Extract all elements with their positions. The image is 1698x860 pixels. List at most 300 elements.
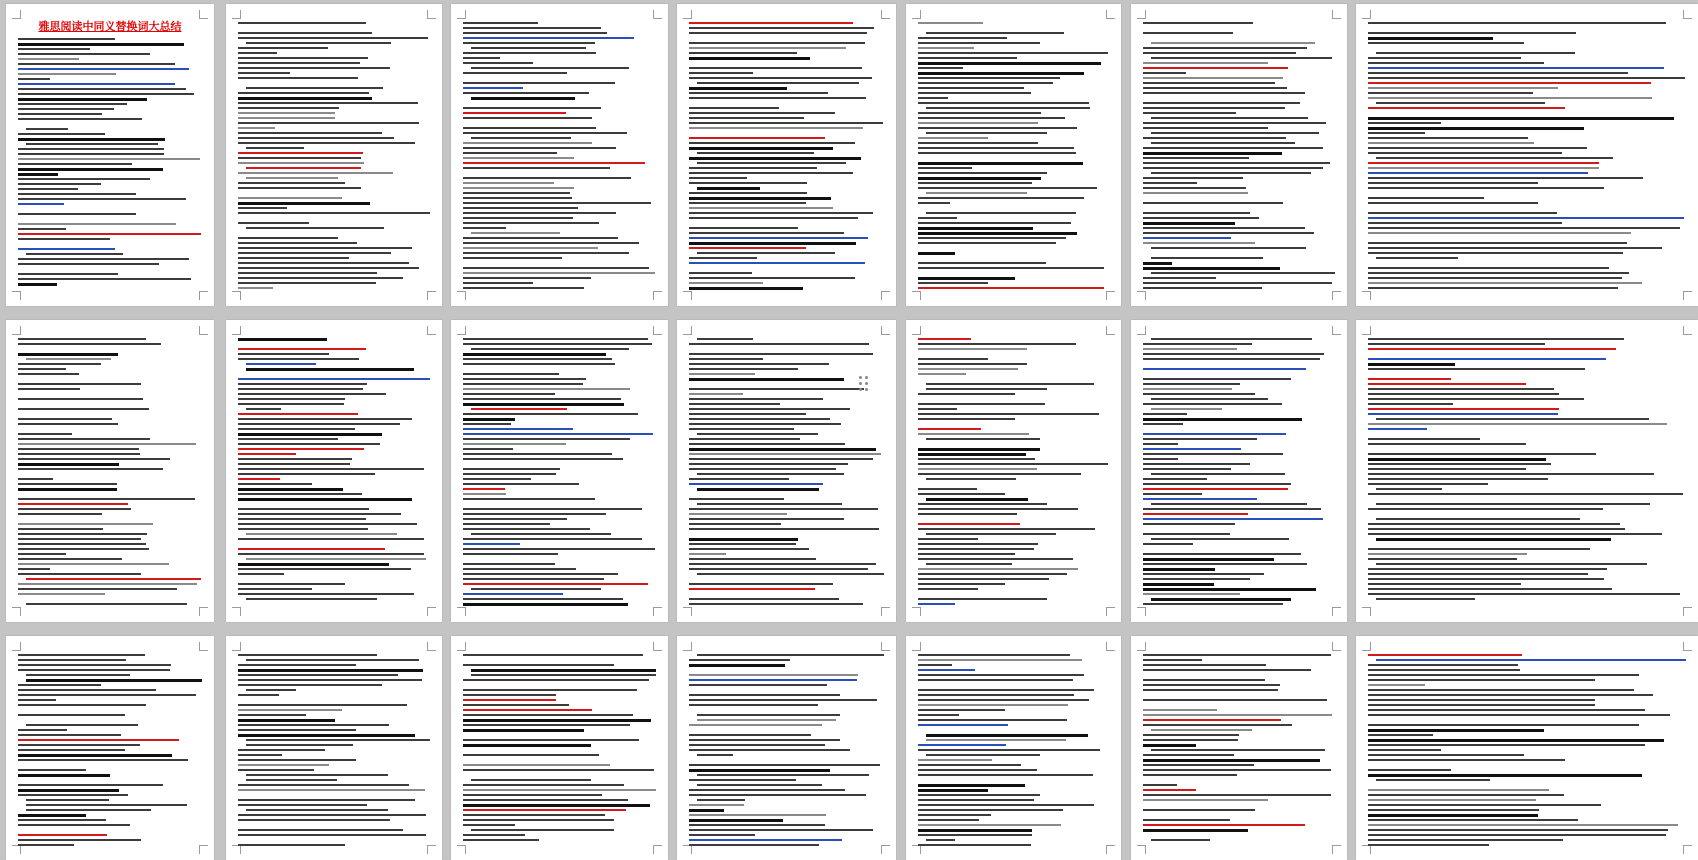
text-line	[1143, 137, 1286, 139]
text-line	[238, 157, 361, 159]
text-line	[463, 72, 567, 74]
crop-mark-icon	[653, 642, 662, 651]
crop-mark-icon	[427, 642, 436, 651]
text-line	[689, 468, 836, 470]
text-line	[918, 403, 1045, 405]
text-line	[1376, 488, 1442, 490]
page-thumbnail[interactable]	[1356, 4, 1698, 306]
text-line	[1368, 162, 1599, 164]
text-line	[463, 523, 550, 525]
text-line	[463, 177, 631, 179]
text-line	[1143, 242, 1255, 244]
text-line	[1368, 463, 1551, 465]
crop-mark-icon	[1683, 642, 1692, 651]
text-line	[918, 287, 1104, 289]
crop-mark-icon	[653, 10, 662, 19]
page-thumbnail[interactable]	[6, 320, 214, 622]
text-line	[689, 398, 823, 400]
text-line	[18, 784, 163, 786]
text-line	[697, 503, 842, 505]
text-line	[238, 754, 282, 756]
page-thumbnail[interactable]	[906, 636, 1121, 860]
text-line	[463, 197, 572, 199]
text-line	[689, 598, 839, 600]
text-line	[1368, 272, 1629, 274]
text-line	[238, 378, 430, 380]
text-line	[1368, 458, 1546, 461]
text-line	[918, 202, 950, 204]
text-line	[18, 138, 165, 141]
text-line	[471, 408, 567, 410]
text-line	[697, 152, 814, 154]
text-line	[689, 664, 785, 667]
text-line	[18, 774, 110, 777]
text-line	[463, 207, 578, 209]
text-line	[1368, 814, 1538, 817]
text-line	[918, 794, 1040, 796]
text-line	[689, 27, 874, 29]
text-line	[1143, 388, 1232, 390]
text-line	[18, 168, 163, 171]
text-line	[1143, 774, 1237, 776]
crop-mark-icon	[1137, 642, 1146, 651]
page-thumbnail[interactable]	[226, 4, 442, 306]
text-line	[463, 383, 583, 385]
text-line	[1376, 659, 1686, 661]
text-line	[918, 413, 1099, 415]
text-line	[238, 784, 409, 786]
text-line	[463, 423, 511, 425]
text-line	[18, 568, 50, 570]
text-line	[238, 132, 382, 134]
text-line	[463, 518, 567, 520]
text-line	[18, 213, 136, 215]
text-line	[238, 207, 287, 209]
text-line	[1368, 588, 1612, 590]
text-line	[463, 704, 569, 706]
crop-mark-icon	[912, 10, 921, 19]
text-line	[926, 478, 1016, 480]
page-thumbnail[interactable]	[1131, 320, 1347, 622]
text-line	[246, 408, 281, 410]
text-line	[1368, 664, 1518, 666]
text-line	[1368, 97, 1652, 99]
text-line	[918, 774, 1093, 776]
text-line	[1368, 553, 1527, 555]
text-line	[1368, 378, 1451, 380]
text-line	[238, 393, 386, 395]
text-line	[463, 237, 618, 239]
text-line	[238, 473, 375, 475]
text-line	[238, 834, 426, 836]
text-line	[238, 137, 394, 139]
text-line	[1143, 593, 1240, 595]
text-line	[689, 764, 880, 766]
page-thumbnail[interactable]	[906, 320, 1121, 622]
text-line	[238, 674, 398, 676]
text-line	[918, 227, 1033, 230]
text-line	[1143, 47, 1307, 49]
text-line	[689, 393, 743, 395]
text-line	[463, 809, 626, 811]
text-line	[238, 694, 279, 696]
text-line	[463, 719, 651, 722]
text-line	[18, 563, 169, 565]
text-line	[1151, 272, 1335, 274]
text-line	[697, 754, 733, 756]
text-line	[463, 192, 570, 194]
text-line	[463, 378, 586, 380]
crop-mark-icon	[1362, 845, 1371, 854]
text-line	[18, 43, 184, 46]
crop-mark-icon	[653, 291, 662, 300]
text-line	[246, 177, 338, 179]
text-line	[1143, 498, 1257, 500]
text-line	[463, 593, 563, 595]
text-line	[918, 97, 948, 99]
text-line	[918, 759, 992, 761]
crop-mark-icon	[1362, 607, 1371, 616]
text-line	[1368, 468, 1526, 470]
text-line	[1368, 453, 1596, 455]
text-line	[1376, 518, 1580, 520]
text-line	[238, 704, 407, 706]
text-line	[697, 573, 884, 575]
text-line	[238, 553, 424, 555]
text-line	[18, 704, 146, 706]
text-line	[689, 744, 825, 746]
text-line	[689, 679, 857, 681]
text-line	[463, 363, 615, 365]
text-line	[18, 528, 103, 530]
text-line	[1368, 799, 1536, 801]
text-line	[1143, 714, 1332, 716]
text-line	[1368, 834, 1666, 836]
text-line	[238, 478, 280, 480]
text-line	[1143, 659, 1202, 661]
page-thumbnail[interactable]	[1131, 4, 1347, 306]
text-line	[18, 193, 136, 195]
text-line	[1143, 107, 1285, 109]
text-line	[463, 513, 606, 515]
crop-mark-icon	[881, 291, 890, 300]
text-line	[463, 247, 598, 249]
text-line	[18, 543, 146, 545]
text-line	[471, 97, 575, 100]
text-line	[1143, 789, 1196, 791]
text-line	[1143, 122, 1326, 124]
text-line	[1368, 398, 1584, 400]
text-line	[918, 252, 955, 255]
text-line	[1143, 413, 1187, 415]
text-line	[463, 187, 574, 189]
text-line	[1368, 829, 1668, 831]
page-thumbnail[interactable]	[451, 320, 668, 622]
text-line	[1368, 32, 1576, 34]
text-line	[689, 242, 856, 245]
text-line	[918, 277, 1015, 280]
text-line	[1368, 438, 1480, 440]
page-thumbnail[interactable]	[1356, 320, 1698, 622]
text-line	[1143, 739, 1238, 741]
text-line	[238, 709, 342, 711]
page-thumbnail[interactable]	[1131, 636, 1347, 860]
text-line	[918, 473, 1081, 475]
text-line	[26, 578, 201, 580]
crop-mark-icon	[1137, 291, 1146, 300]
text-line	[1143, 237, 1231, 239]
text-line	[1376, 779, 1490, 781]
crop-mark-icon	[12, 326, 21, 335]
text-line	[463, 37, 634, 39]
drag-handle-icon[interactable]	[858, 374, 870, 392]
text-line	[238, 277, 403, 279]
text-line	[918, 814, 991, 816]
text-line	[238, 388, 363, 390]
text-line	[697, 162, 846, 164]
text-line	[246, 774, 388, 776]
text-line	[1368, 182, 1538, 184]
text-line	[1143, 518, 1323, 520]
text-line	[1143, 744, 1196, 747]
page-thumbnail[interactable]	[226, 636, 442, 860]
page-thumbnail[interactable]	[1356, 636, 1698, 860]
text-line	[18, 188, 78, 190]
text-line	[918, 22, 983, 24]
text-line	[1143, 563, 1307, 565]
crop-mark-icon	[199, 607, 208, 616]
text-line	[18, 223, 176, 225]
text-line	[238, 77, 358, 79]
text-line	[697, 719, 836, 721]
text-line	[18, 749, 125, 751]
text-line	[689, 443, 845, 445]
text-line	[918, 674, 1084, 676]
text-line	[1368, 172, 1588, 174]
text-line	[238, 182, 345, 184]
text-line	[463, 478, 531, 480]
text-line	[463, 202, 651, 204]
page-thumbnail[interactable]	[451, 636, 668, 860]
text-line	[918, 172, 1047, 174]
text-line	[1368, 478, 1548, 480]
text-line	[689, 182, 807, 184]
text-line	[689, 789, 845, 791]
text-line	[18, 744, 140, 746]
text-line	[18, 478, 53, 480]
crop-mark-icon	[683, 326, 692, 335]
text-line	[18, 433, 72, 435]
page-thumbnail[interactable]	[451, 4, 668, 306]
text-line	[697, 252, 835, 254]
text-line	[1368, 152, 1562, 154]
crop-mark-icon	[881, 845, 890, 854]
crop-mark-icon	[912, 291, 921, 300]
crop-mark-icon	[199, 326, 208, 335]
text-line	[1143, 202, 1283, 204]
crop-mark-icon	[881, 642, 890, 651]
text-line	[918, 267, 1104, 269]
text-line	[1376, 257, 1458, 259]
text-line	[918, 538, 978, 540]
text-line	[918, 187, 1097, 189]
text-line	[463, 448, 513, 450]
text-line	[238, 493, 362, 495]
text-line	[471, 779, 591, 781]
text-line	[689, 834, 755, 836]
text-line	[1376, 157, 1613, 159]
text-line	[18, 453, 140, 455]
text-line	[238, 714, 306, 716]
text-line	[463, 82, 615, 84]
text-line	[18, 263, 159, 265]
text-line	[1368, 242, 1627, 244]
text-line	[918, 152, 1076, 154]
crop-mark-icon	[1332, 607, 1341, 616]
text-line	[238, 22, 366, 24]
page-thumbnail[interactable]	[677, 320, 896, 622]
crop-mark-icon	[683, 291, 692, 300]
text-line	[1368, 593, 1680, 595]
text-line	[689, 142, 855, 144]
page-thumbnail[interactable]	[906, 4, 1121, 306]
text-line	[689, 734, 811, 736]
crop-mark-icon	[912, 607, 921, 616]
text-line	[18, 198, 186, 200]
text-line	[463, 343, 652, 345]
page-thumbnail[interactable]	[226, 320, 442, 622]
text-line	[238, 759, 356, 761]
crop-mark-icon	[12, 642, 21, 651]
text-line	[689, 262, 865, 264]
text-line	[238, 443, 380, 445]
text-line	[18, 173, 58, 176]
text-line	[463, 242, 639, 244]
text-line	[918, 528, 1095, 530]
crop-mark-icon	[457, 607, 466, 616]
text-line	[926, 563, 1012, 565]
text-line	[18, 538, 141, 540]
text-line	[463, 473, 556, 475]
page-thumbnail[interactable]	[6, 636, 214, 860]
text-line	[918, 689, 1094, 691]
text-line	[1143, 182, 1197, 184]
text-line	[918, 654, 1070, 656]
text-line	[463, 568, 576, 570]
text-line	[463, 418, 515, 421]
text-line	[238, 162, 364, 164]
text-line	[1368, 212, 1557, 214]
text-line	[463, 157, 574, 159]
text-line	[1143, 724, 1292, 726]
text-line	[246, 779, 337, 781]
text-line	[1368, 197, 1484, 199]
text-line	[926, 212, 1076, 214]
text-line	[238, 72, 290, 74]
text-line	[1143, 102, 1300, 104]
text-line	[1143, 187, 1246, 189]
text-line	[1143, 87, 1287, 89]
text-line	[26, 799, 109, 801]
text-line	[463, 563, 555, 565]
text-line	[689, 659, 790, 661]
text-line	[238, 563, 389, 566]
text-line	[463, 739, 639, 741]
text-line	[697, 488, 819, 491]
text-line	[463, 724, 630, 726]
text-line	[1368, 62, 1544, 64]
text-line	[918, 363, 1027, 365]
text-line	[1143, 689, 1278, 691]
text-line	[689, 558, 816, 560]
text-line	[1368, 724, 1639, 726]
crop-mark-icon	[881, 607, 890, 616]
text-line	[1143, 684, 1280, 686]
crop-mark-icon	[1683, 845, 1692, 854]
text-line	[18, 548, 149, 550]
text-line	[1143, 277, 1216, 279]
text-line	[18, 423, 118, 425]
page-thumbnail[interactable]	[677, 636, 896, 860]
text-line	[918, 282, 988, 284]
text-line	[1143, 157, 1249, 159]
text-line	[689, 458, 873, 460]
text-line	[238, 513, 401, 515]
text-line	[1143, 699, 1327, 701]
text-line	[1143, 423, 1183, 425]
text-line	[1143, 799, 1268, 801]
text-line	[238, 358, 359, 360]
text-line	[1368, 232, 1631, 234]
text-line	[463, 709, 592, 711]
text-line	[1143, 523, 1235, 525]
page-thumbnail[interactable]	[6, 4, 214, 306]
page-thumbnail[interactable]	[677, 4, 896, 306]
text-line	[918, 523, 1020, 525]
text-line	[463, 714, 633, 716]
text-line	[918, 167, 972, 169]
text-line	[1143, 463, 1250, 465]
text-line	[246, 363, 316, 365]
text-line	[463, 227, 506, 229]
text-line	[238, 568, 411, 570]
text-line	[689, 87, 787, 90]
text-line	[689, 438, 800, 440]
text-line	[918, 222, 1071, 224]
crop-mark-icon	[427, 845, 436, 854]
text-line	[918, 112, 1041, 114]
text-line	[1143, 32, 1233, 34]
text-line	[689, 428, 794, 430]
text-line	[1368, 679, 1595, 681]
text-line	[689, 212, 873, 214]
text-line	[463, 358, 612, 360]
text-line	[463, 22, 538, 24]
text-line	[463, 834, 525, 836]
text-line	[1368, 358, 1606, 360]
text-line	[918, 463, 1108, 465]
text-line	[689, 207, 833, 209]
text-line	[689, 192, 807, 194]
text-line	[463, 57, 500, 59]
text-line	[246, 533, 397, 535]
text-line	[689, 107, 779, 109]
crop-mark-icon	[683, 642, 692, 651]
text-line	[463, 147, 616, 149]
text-line	[18, 814, 86, 817]
text-line	[689, 513, 787, 515]
text-line	[689, 814, 826, 816]
